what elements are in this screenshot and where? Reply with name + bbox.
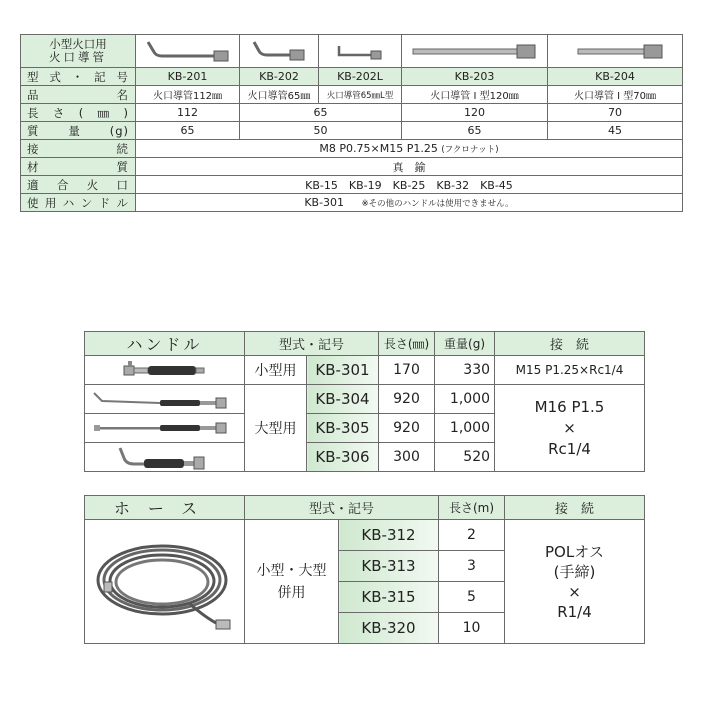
- handle-connection-small: M15 P1.25×Rc1/4: [495, 356, 645, 385]
- kb-306-handle-image: [110, 444, 220, 470]
- table-title-line1: 小型火口用: [49, 37, 107, 51]
- length-label: 長さ(㎜): [21, 104, 136, 122]
- handle-weight-cell: 330: [435, 356, 495, 385]
- hose-group-line2: 併用: [277, 584, 306, 601]
- model-cell: KB-201: [136, 68, 240, 86]
- hose-length-cell: 10: [439, 613, 505, 644]
- handle-group-large: 大型用: [245, 385, 307, 472]
- hose-connection-line3: ×: [568, 582, 581, 601]
- table-title-line2: 火口導管: [49, 50, 107, 64]
- hose-coil-image: [90, 526, 240, 638]
- kb-304-image-cell: [85, 385, 245, 414]
- kb-305-handle-image: [90, 416, 240, 440]
- handle-weight-cell: 1,000: [435, 385, 495, 414]
- handle-model-cell: KB-304: [307, 385, 379, 414]
- handle-connection-large: [495, 385, 645, 472]
- hose-length-cell: 5: [439, 582, 505, 613]
- table-title-cell: [21, 35, 136, 68]
- handle-connection-header: 接 続: [495, 332, 645, 356]
- handle-group-small: 小型用: [245, 356, 307, 385]
- kb-305-image-cell: [85, 414, 245, 443]
- handle-weight-cell: 520: [435, 443, 495, 472]
- mass-label: 質量(g): [21, 122, 136, 140]
- handle-length-cell: 300: [379, 443, 435, 472]
- kb-201-tube-image: [142, 38, 234, 64]
- model-cell: KB-204: [548, 68, 683, 86]
- mass-cell: 45: [548, 122, 683, 140]
- material-label: 材質: [21, 158, 136, 176]
- mass-cell: 50: [240, 122, 402, 140]
- handle-length-cell: 920: [379, 385, 435, 414]
- mass-cell: 65: [136, 122, 240, 140]
- kb-301-image-cell: [85, 356, 245, 385]
- hose-connection-cell: [505, 520, 645, 644]
- kb-306-image-cell: [85, 443, 245, 472]
- mass-cell: 65: [402, 122, 548, 140]
- connection-value: M8 P0.75×M15 P1.25: [319, 142, 438, 155]
- handle-connection-large-line1: M16 P1.5: [534, 397, 605, 416]
- name-cell: 火口導管65㎜: [240, 86, 319, 104]
- kb-203-tube-image: [407, 38, 543, 64]
- kb-204-tube-image: [560, 38, 670, 64]
- handle-model-header: 型式・記号: [245, 332, 379, 356]
- hose-connection-header: 接 続: [505, 496, 645, 520]
- handle-weight-header: 重量(g): [435, 332, 495, 356]
- handle-weight-cell: 1,000: [435, 414, 495, 443]
- handle-model-cell: KB-301: [307, 356, 379, 385]
- kb-201-image-cell: [136, 35, 240, 68]
- handle-cell: [136, 194, 683, 212]
- model-label: 型式・記号: [21, 68, 136, 86]
- handle-length-header: 長さ(㎜): [379, 332, 435, 356]
- compatible-tip-cell: KB-15 KB-19 KB-25 KB-32 KB-45: [136, 176, 683, 194]
- compatible-tip-label: 適合火口: [21, 176, 136, 194]
- hose-length-cell: 2: [439, 520, 505, 551]
- length-cell: 65: [240, 104, 402, 122]
- hose-image-cell: [85, 520, 245, 644]
- hose-model-cell: KB-313: [339, 551, 439, 582]
- hose-connection-line1: POLオス: [544, 542, 605, 561]
- handle-connection-large-line3: Rc1/4: [548, 439, 591, 458]
- length-cell: 70: [548, 104, 683, 122]
- hose-group-line1: 小型・大型: [256, 562, 327, 579]
- kb-202-image-cell: [240, 35, 319, 68]
- kb-304-handle-image: [90, 387, 240, 411]
- handle-length-cell: 920: [379, 414, 435, 443]
- kb-301-handle-image: [120, 358, 210, 382]
- handle-spec-table: [84, 331, 645, 472]
- connection-label: 接続: [21, 140, 136, 158]
- length-cell: 112: [136, 104, 240, 122]
- handle-label: 使用ハンドル: [21, 194, 136, 212]
- hose-length-header: 長さ(m): [439, 496, 505, 520]
- name-cell: 火口導管 I 型70㎜: [548, 86, 683, 104]
- handle-model-cell: KB-306: [307, 443, 379, 472]
- kb-204-image-cell: [548, 35, 683, 68]
- connection-cell: [136, 140, 683, 158]
- hose-connection-line4: R1/4: [557, 602, 592, 621]
- hose-model-cell: KB-312: [339, 520, 439, 551]
- handle-table-title: ハンドル: [85, 332, 245, 356]
- length-cell: 120: [402, 104, 548, 122]
- name-label: 品名: [21, 86, 136, 104]
- handle-connection-large-line2: ×: [563, 418, 576, 437]
- hose-table-title: [85, 496, 245, 520]
- kb-202l-tube-image: [325, 38, 395, 64]
- hose-table-title-text: ホース: [113, 499, 216, 518]
- handle-note: ※その他のハンドルは使用できません。: [361, 199, 514, 209]
- kb-202l-image-cell: [319, 35, 402, 68]
- handle-model-cell: KB-305: [307, 414, 379, 443]
- connection-note: (フクロナット): [441, 145, 499, 155]
- hose-model-cell: KB-315: [339, 582, 439, 613]
- name-cell: 火口導管112㎜: [136, 86, 240, 104]
- hose-model-header: 型式・記号: [245, 496, 439, 520]
- handle-length-cell: 170: [379, 356, 435, 385]
- model-cell: KB-202: [240, 68, 319, 86]
- tip-tube-spec-table: [20, 34, 683, 212]
- hose-connection-line2: (手締): [553, 562, 596, 581]
- hose-group-cell: [245, 520, 339, 644]
- hose-spec-table: [84, 495, 645, 644]
- name-cell: 火口導管65㎜L型: [319, 86, 402, 104]
- hose-length-cell: 3: [439, 551, 505, 582]
- handle-value: KB-301: [304, 196, 345, 209]
- model-cell: KB-203: [402, 68, 548, 86]
- model-cell: KB-202L: [319, 68, 402, 86]
- kb-203-image-cell: [402, 35, 548, 68]
- hose-model-cell: KB-320: [339, 613, 439, 644]
- name-cell: 火口導管 I 型120㎜: [402, 86, 548, 104]
- kb-202-tube-image: [244, 38, 314, 64]
- material-cell: 真 鍮: [136, 158, 683, 176]
